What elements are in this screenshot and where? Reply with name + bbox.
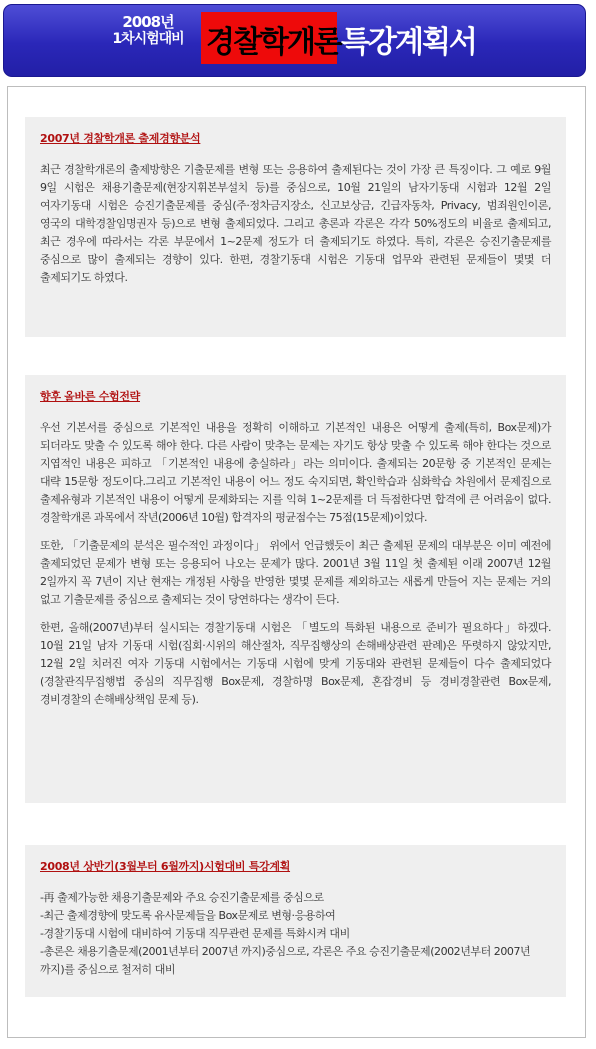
section-study-strategy	[25, 375, 566, 803]
page-title-rest: 특강계획서	[341, 25, 476, 60]
list-item: -再 출제가능한 채용기출문제와 주요 승진기출문제를 중심으로	[40, 891, 324, 904]
page-title-highlight: 경찰학개론	[206, 25, 341, 60]
section-paragraph: 한편, 올해(2007년)부터 실시되는 경찰기동대 시험은 「별도의 특화된 내용으로 준비가 필요하다」하겠다. 10월 21일 남자 기동대 시험(집회·시위의 해산절차, 직무집행상의 손해배상관련 판례)은 뚜렷하지 않았지만, 12월 2일 치러진 여자 기동대 시험에서는 기동대 시험에 맞게 기동대와 관련된 문제들이 다수 출제되었다(경찰관직무집행법 중심의 직무집행 Box문제, 경찰하명 Box문제, 혼잡경비 등 경비경찰관련 Box문제, 경비경찰의 손해배상책임 문제 등).	[40, 621, 551, 706]
section-trend-analysis	[25, 117, 566, 337]
exam-year-label	[103, 14, 193, 48]
list-item: -최근 출제경향에 맞도록 유사문제들을 Box문제로 변형·응용하여	[40, 909, 336, 922]
section-paragraph: 또한, 「기출문제의 분석은 필수적인 과정이다」 위에서 언급했듯이 최근 출제된 문제의 대부분은 이미 예전에 출제되었던 문제가 변형 또는 응용되어 나오는 문제가 많다. 2001년 3월 11일 첫 출제된 이래 2007년 12월 2일까지 꼭 7년이 지난 현재는 개정된 사항을 반영한 몇몇 문제를 제외하고는 새롭게 만들어 지는 문제는 거의 없고 기출문제를 중심으로 출제되는 것이 당연하다는 생각이 든다.	[40, 539, 551, 606]
section-paragraph: 최근 경찰학개론의 출제방향은 기출문제를 변형 또는 응용하여 출제된다는 것이 가장 큰 특징이다. 그 예로 9월 9일 시험은 채용기출문제(현장지휘본부설치 등)를 중심으로, 10월 21일의 남자기동대 시험과 12월 2일 여자기동대 시험은 승진기출문제를 중심(주·정차금지장소, 신고보상금, 긴급자동차, Privacy, 범죄원인이론, 영국의 대학경찰임명권자 등)으로 변형 출제되었다. 그리고 총론과 각론은 각각 50%정도의 비율로 출제되고, 최근 경우에 따라서는 각론 부문에서 1~2문제 정도가 더 출제되기도 하였다. 특히, 각론은 승진기출문제를 중심으로 많이 출제되는 경향이 있다. 한편, 경찰기동대 시험은 기동대 업무와 관련된 문제들이 몇몇 더 출제되기도 하였다.	[40, 163, 551, 284]
year-line: 2008년	[122, 13, 174, 31]
section-title: 2007년 경찰학개론 출제경향분석	[40, 132, 201, 145]
section-paragraph: 우선 기본서를 중심으로 기본적인 내용을 정확히 이해하고 기본적인 내용은 어떻게 출제(특히, Box문제)가 되더라도 맞출 수 있도록 해야 한다. 다른 사람이 맞추는 문제는 자기도 항상 맞출 수 있도록 해야 한다는 것으로 지엽적인 내용은 피하고 「기본적인 내용에 충실하라」라는 의미이다. 출제되는 20문항 중 기본적인 문제는 대략 15문항 정도이다.그리고 기본적인 내용이 어느 정도 숙지되면, 확인학습과 심화학습 차원에서 문제집으로 출제유형과 기본적인 내용이 어떻게 문제화되는 지를 익혀 1~2문제를 더 득점한다면 합격에 큰 어려움이 없다. 경찰학개론 과목에서 작년(2006년 10월) 합격자의 평균점수는 75점(15문제)이었다.	[40, 421, 551, 524]
section-title: 향후 올바른 수험전략	[40, 390, 140, 403]
list-item: -경찰기동대 시험에 대비하여 기동대 직무관련 문제를 특화시켜 대비	[40, 927, 350, 940]
section-title: 2008년 상반기(3월부터 6월까지)시험대비 특강계획	[40, 860, 291, 873]
section-lecture-plan	[25, 845, 566, 997]
list-item: -총론은 채용기출문제(2001년부터 2007년 까지)중심으로, 각론은 주요 승진기출문제(2002년부터 2007년 까지)를 중심으로 철저히 대비	[40, 945, 531, 976]
exam-round-line: 1차시험대비	[112, 31, 184, 47]
